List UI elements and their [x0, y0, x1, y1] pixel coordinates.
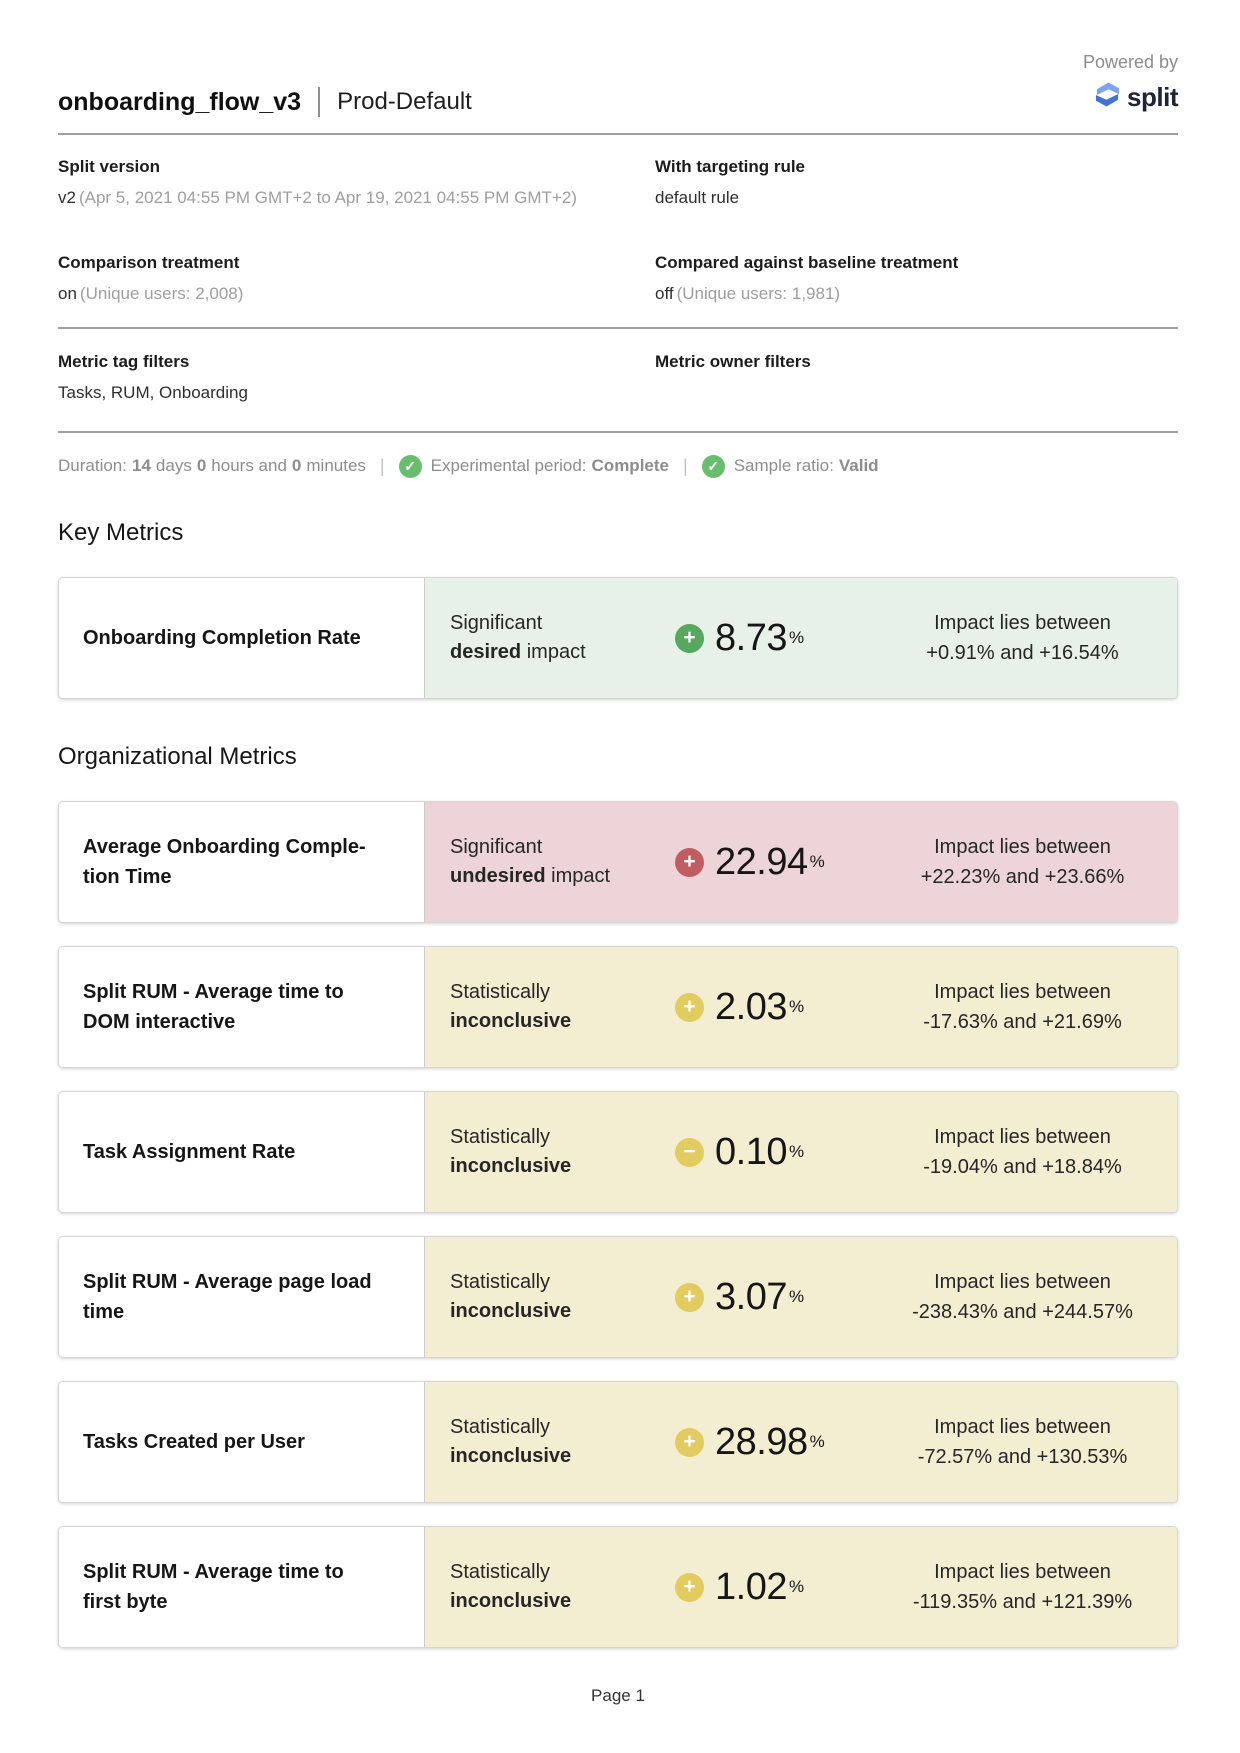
- metric-name-cell: [59, 578, 425, 698]
- impact-range-line2: -119.35% and +121.39%: [912, 1591, 1133, 1613]
- org-metrics-heading: Organizational Metrics: [58, 743, 297, 770]
- field-split-version: [58, 156, 655, 209]
- impact-value-group: [675, 1131, 890, 1174]
- metric-result-cell: [425, 578, 1177, 698]
- impact-value-group: [675, 841, 890, 884]
- duration-minutes: 0: [291, 456, 302, 475]
- experiment-status-bar: [58, 453, 1178, 479]
- significance-status: [425, 1413, 675, 1471]
- field-comparison-treatment: [58, 252, 655, 305]
- metric-name: [83, 1267, 372, 1327]
- metric-card: [58, 1091, 1178, 1213]
- title-separator: [318, 87, 320, 117]
- metric-result-cell: [425, 1092, 1177, 1212]
- impact-value: 3.07: [715, 1275, 787, 1318]
- meta-section-versions: [58, 135, 1178, 305]
- impact-range-line1: Impact lies between: [934, 612, 1111, 634]
- minus-circle-icon: −: [675, 1138, 704, 1167]
- brand-name: split: [1127, 82, 1178, 112]
- divider: [58, 431, 1178, 433]
- impact-unit: %: [809, 1432, 825, 1451]
- metric-name-cell: [59, 947, 425, 1067]
- value-main: v2: [58, 188, 76, 207]
- impact-range: [890, 608, 1177, 668]
- page-number: Page 1: [591, 1686, 645, 1705]
- metric-name-cell: [59, 1527, 425, 1647]
- impact-value: 8.73: [715, 616, 787, 659]
- impact-range: [890, 1557, 1177, 1617]
- metric-name: [83, 1427, 305, 1457]
- impact-unit: %: [788, 997, 805, 1016]
- status-line1: Statistically: [450, 1561, 551, 1583]
- metric-name-line: Average Onboarding Comple-: [83, 836, 366, 858]
- meta-section-filters: [58, 329, 1178, 404]
- metric-name: [83, 832, 366, 892]
- metric-card: [58, 577, 1178, 699]
- field-value: [58, 381, 655, 404]
- metric-name-line: Split RUM - Average time to: [83, 1561, 344, 1583]
- metric-name-cell: [59, 1382, 425, 1502]
- duration-minutes-unit: minutes: [306, 456, 366, 475]
- field-metric-tag-filters: [58, 351, 655, 404]
- metric-result-cell: [425, 947, 1177, 1067]
- metric-result-cell: [425, 802, 1177, 922]
- significance-status: [425, 1268, 675, 1326]
- sample-ratio-label: Sample ratio:: [733, 456, 834, 475]
- impact-range-line2: +22.23% and +23.66%: [920, 866, 1125, 888]
- metric-name: [83, 1557, 344, 1617]
- plus-circle-icon: +: [675, 1283, 704, 1312]
- impact-unit: %: [809, 852, 825, 871]
- separator: |: [683, 456, 688, 476]
- field-label: Comparison treatment: [58, 253, 240, 272]
- duration-days: 14: [131, 456, 151, 475]
- metric-result-cell: [425, 1382, 1177, 1502]
- split-logo-icon: [1095, 80, 1120, 115]
- metric-name-line: Split RUM - Average page load: [83, 1271, 372, 1293]
- metric-name: [83, 977, 344, 1037]
- impact-range-line1: Impact lies between: [934, 981, 1111, 1003]
- metric-name-line: time: [83, 1301, 125, 1323]
- value-main: Tasks, RUM, Onboarding: [58, 383, 248, 402]
- impact-range-line1: Impact lies between: [934, 1416, 1111, 1438]
- impact-range-line1: Impact lies between: [934, 1561, 1111, 1583]
- key-metrics-heading: Key Metrics: [58, 519, 184, 546]
- metric-name-line: Tasks Created per User: [83, 1431, 305, 1453]
- metric-result-cell: [425, 1527, 1177, 1647]
- value-main: off: [655, 284, 674, 303]
- impact-range: [890, 977, 1177, 1037]
- duration-label: Duration:: [58, 456, 127, 475]
- status-line2: desired impact: [450, 641, 586, 663]
- status-line2: inconclusive: [450, 1590, 572, 1612]
- metric-card: [58, 801, 1178, 923]
- field-metric-owner-filters: [655, 351, 1178, 404]
- field-value: [58, 282, 655, 305]
- experimental-period-label: Experimental period:: [430, 456, 587, 475]
- impact-value: 0.10: [715, 1130, 787, 1173]
- field-value: [655, 186, 1178, 209]
- environment-name: Prod-Default: [337, 88, 472, 115]
- impact-range: [890, 1267, 1177, 1327]
- field-label: Compared against baseline treatment: [655, 253, 959, 272]
- impact-value: 28.98: [715, 1420, 808, 1463]
- metric-name-line: Onboarding Completion Rate: [83, 627, 361, 649]
- status-line2: inconclusive: [450, 1155, 572, 1177]
- powered-by-label: Powered by: [1082, 52, 1178, 72]
- metric-name-line: first byte: [83, 1591, 168, 1613]
- metric-name: [83, 623, 361, 653]
- metric-name-cell: [59, 802, 425, 922]
- metric-card: [58, 1236, 1178, 1358]
- page-title: onboarding_flow_v3: [58, 87, 302, 116]
- value-main: on: [58, 284, 77, 303]
- separator: |: [379, 456, 385, 476]
- sample-ratio-value: Valid: [838, 456, 879, 475]
- impact-range-line2: -238.43% and +244.57%: [912, 1301, 1133, 1323]
- plus-circle-icon: +: [675, 848, 704, 877]
- field-value: [655, 282, 1178, 305]
- metric-name-line: Task Assignment Rate: [83, 1141, 296, 1163]
- field-label: Metric owner filters: [655, 352, 811, 371]
- status-line1: Statistically: [450, 1416, 551, 1438]
- duration-days-unit: days: [155, 456, 192, 475]
- impact-range: [890, 1412, 1177, 1472]
- metric-result-cell: [425, 1237, 1177, 1357]
- plus-circle-icon: +: [675, 1573, 704, 1602]
- experimental-period-value: Complete: [591, 456, 669, 475]
- value-muted: (Unique users: 1,981): [676, 284, 841, 303]
- check-icon: ✓: [702, 455, 725, 478]
- impact-value-group: [675, 1421, 890, 1464]
- value-muted: (Apr 5, 2021 04:55 PM GMT+2 to Apr 19, 2021 04:55 PM GMT+2): [78, 188, 577, 207]
- impact-range-line2: -19.04% and +18.84%: [923, 1156, 1122, 1178]
- metric-card: [58, 1381, 1178, 1503]
- metric-card: [58, 946, 1178, 1068]
- field-label: Split version: [58, 157, 161, 176]
- impact-range-line2: +0.91% and +16.54%: [926, 642, 1119, 664]
- impact-unit: %: [788, 1287, 805, 1306]
- status-line2: undesired impact: [450, 865, 611, 887]
- duration-hours-unit: hours and: [211, 456, 287, 475]
- impact-unit: %: [788, 628, 805, 647]
- plus-circle-icon: +: [675, 624, 704, 653]
- metric-name-line: tion Time: [83, 866, 172, 888]
- metric-name-line: Split RUM - Average time to: [83, 981, 344, 1003]
- metric-card: [58, 1526, 1178, 1648]
- metric-name-line: DOM interactive: [83, 1011, 236, 1033]
- metric-name-cell: [59, 1092, 425, 1212]
- status-line1: Statistically: [450, 981, 551, 1003]
- impact-value: 1.02: [715, 1565, 787, 1608]
- status-line1: Significant: [450, 612, 543, 634]
- impact-value-group: [675, 1566, 890, 1609]
- brand-block: [1083, 52, 1178, 115]
- impact-range-line1: Impact lies between: [934, 836, 1111, 858]
- significance-status: [425, 833, 675, 891]
- plus-circle-icon: +: [675, 1428, 704, 1457]
- significance-status: [425, 609, 675, 667]
- field-label: Metric tag filters: [58, 352, 190, 371]
- status-line1: Statistically: [450, 1271, 551, 1293]
- value-muted: (Unique users: 2,008): [79, 284, 244, 303]
- impact-range: [890, 832, 1177, 892]
- title-row: [58, 87, 472, 117]
- impact-value-group: [675, 617, 890, 660]
- status-line2: inconclusive: [450, 1445, 572, 1467]
- plus-circle-icon: +: [675, 993, 704, 1022]
- significance-status: [425, 1558, 675, 1616]
- impact-value: 22.94: [715, 840, 808, 883]
- report-header: [58, 0, 1178, 135]
- impact-value-group: [675, 986, 890, 1029]
- significance-status: [425, 978, 675, 1036]
- status-line2: inconclusive: [450, 1010, 572, 1032]
- significance-status: [425, 1123, 675, 1181]
- field-targeting-rule: [655, 156, 1178, 209]
- impact-value-group: [675, 1276, 890, 1319]
- impact-range-line1: Impact lies between: [934, 1126, 1111, 1148]
- impact-range-line1: Impact lies between: [934, 1271, 1111, 1293]
- brand-row: [1083, 80, 1178, 115]
- value-main: default rule: [655, 188, 740, 207]
- field-value: [58, 186, 655, 209]
- check-icon: ✓: [399, 455, 422, 478]
- impact-range: [890, 1122, 1177, 1182]
- duration-hours: 0: [196, 456, 207, 475]
- field-label: With targeting rule: [655, 157, 806, 176]
- impact-unit: %: [788, 1142, 805, 1161]
- impact-unit: %: [788, 1577, 805, 1596]
- metric-name: [83, 1137, 295, 1167]
- status-line2: inconclusive: [450, 1300, 572, 1322]
- impact-range-line2: -72.57% and +130.53%: [917, 1446, 1128, 1468]
- impact-value: 2.03: [715, 985, 787, 1028]
- status-line1: Statistically: [450, 1126, 551, 1148]
- impact-range-line2: -17.63% and +21.69%: [923, 1011, 1122, 1033]
- metric-name-cell: [59, 1237, 425, 1357]
- field-baseline-treatment: [655, 252, 1178, 305]
- status-line1: Significant: [450, 836, 543, 858]
